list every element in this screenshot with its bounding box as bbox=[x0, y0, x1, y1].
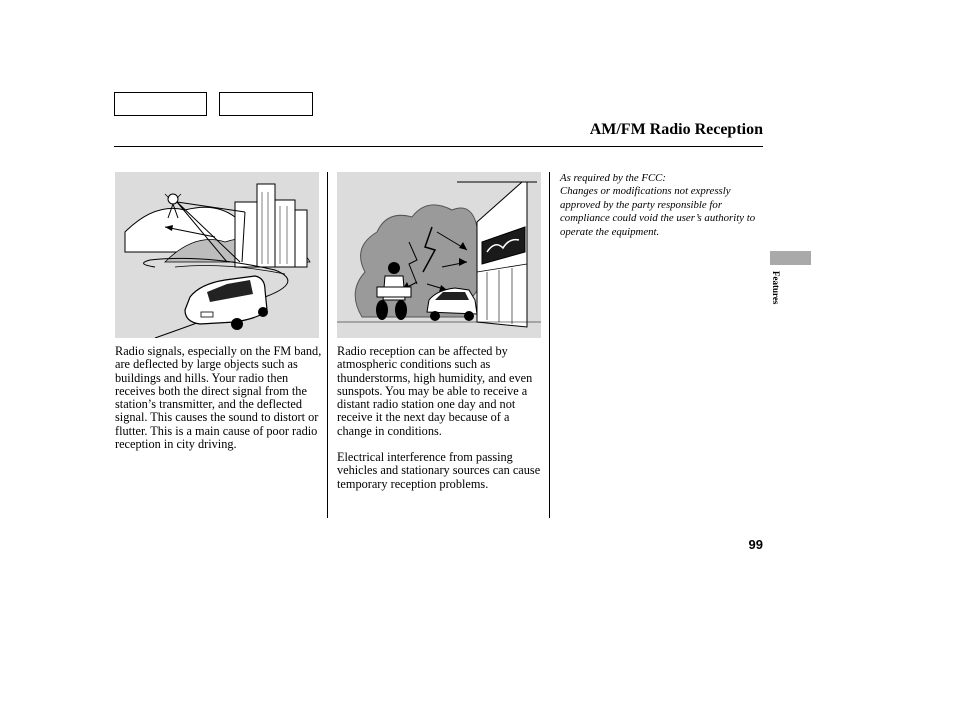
fcc-notice bbox=[560, 172, 770, 239]
deflection-paragraph: Radio signals, especially on the FM band, are deflected by large objects such as buildings and hills. Your radio then receives both the direct signal from the station’s transmitter, and the deflected signal. This causes the sound to distort or flutter. This is a main cause of poor radio reception in city driving. bbox=[115, 344, 322, 452]
fcc-statement: Changes or modifications not expressly approved by the party responsible for compliance could void the user’s authority to operate the equipment. bbox=[560, 185, 756, 238]
header-divider bbox=[114, 146, 763, 147]
car-icon bbox=[185, 276, 268, 330]
interference-paragraph: Electrical interference from passing vehicles and stationary sources can cause temporary reception problems. bbox=[337, 450, 541, 491]
column-divider bbox=[549, 172, 550, 518]
page-number: 99 bbox=[748, 537, 763, 552]
nav-tab-1[interactable] bbox=[114, 92, 207, 116]
section-tab-marker bbox=[770, 251, 811, 265]
signal-deflection-illustration bbox=[115, 172, 319, 338]
page-title: AM/FM Radio Reception bbox=[589, 121, 763, 138]
column-divider bbox=[327, 172, 328, 518]
nav-tab-2[interactable] bbox=[219, 92, 313, 116]
atmospheric-paragraph: Radio reception can be affected by atmospheric conditions such as thunderstorms, high humidity, and even sunspots. You may be able to receive a distant radio station one day and not receive it the next day because of a change in conditions. bbox=[337, 344, 533, 438]
section-label: Features bbox=[771, 271, 781, 305]
interference-illustration bbox=[337, 172, 541, 338]
fcc-heading: As required by the FCC: bbox=[560, 172, 666, 184]
